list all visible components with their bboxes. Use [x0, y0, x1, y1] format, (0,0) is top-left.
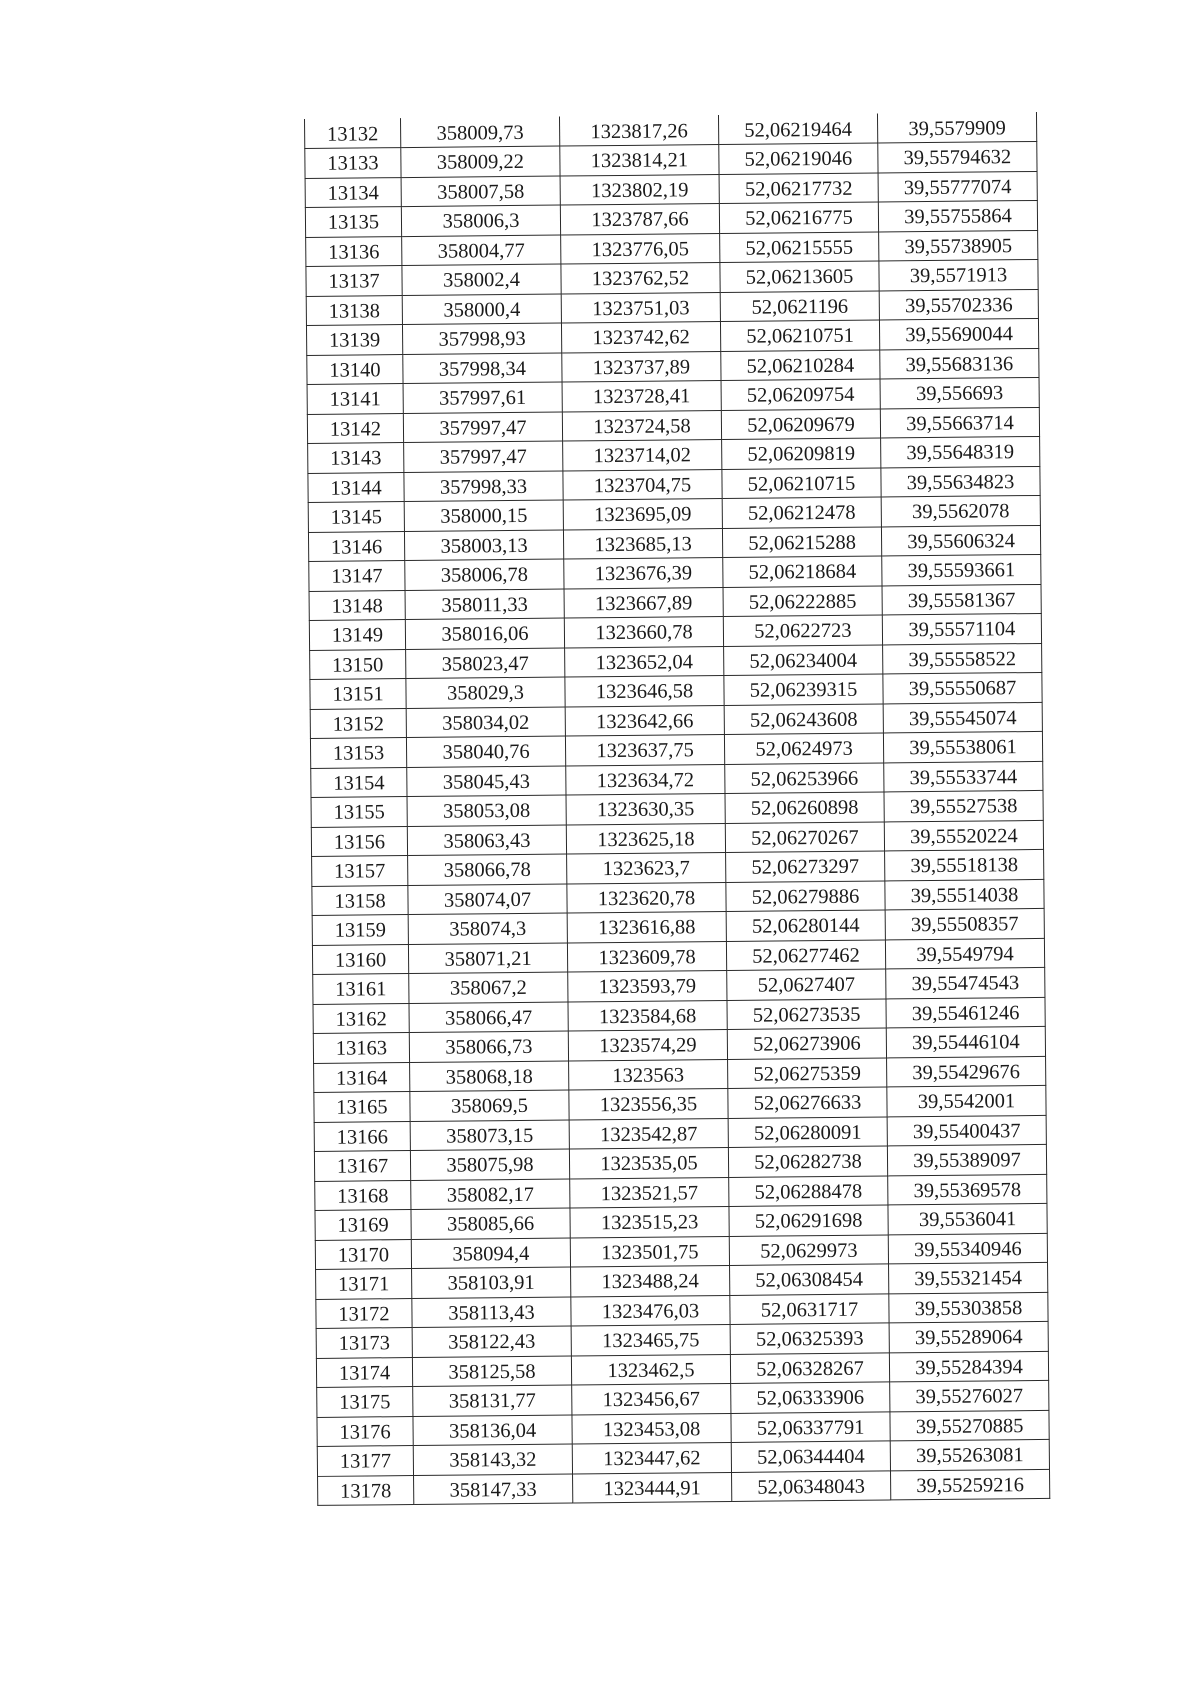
- point-number-cell: 13153: [310, 738, 406, 768]
- y-coordinate-cell: 1323542,87: [569, 1118, 728, 1149]
- x-coordinate-cell: 358074,3: [408, 913, 567, 944]
- longitude-cell: 39,55270885: [890, 1410, 1049, 1441]
- y-coordinate-cell: 1323593,79: [568, 970, 727, 1001]
- latitude-cell: 52,06270267: [725, 821, 884, 852]
- latitude-cell: 52,06328267: [730, 1352, 889, 1383]
- x-coordinate-cell: 358009,73: [400, 117, 559, 148]
- point-number-cell: 13166: [314, 1121, 410, 1151]
- point-number-cell: 13155: [311, 797, 407, 827]
- y-coordinate-cell: 1323737,89: [562, 351, 721, 382]
- latitude-cell: 52,06276633: [728, 1087, 887, 1118]
- longitude-cell: 39,55340946: [888, 1233, 1047, 1264]
- point-number-cell: 13170: [315, 1239, 411, 1269]
- point-number-cell: 13134: [305, 177, 401, 207]
- x-coordinate-cell: 358009,22: [401, 146, 560, 177]
- x-coordinate-cell: 358066,78: [408, 854, 567, 885]
- y-coordinate-cell: 1323714,02: [563, 440, 722, 471]
- y-coordinate-cell: 1323609,78: [567, 941, 726, 972]
- latitude-cell: 52,06215288: [722, 526, 881, 557]
- latitude-cell: 52,06279886: [726, 880, 885, 911]
- y-coordinate-cell: 1323476,03: [571, 1295, 730, 1326]
- latitude-cell: 52,06288478: [729, 1175, 888, 1206]
- x-coordinate-cell: 358131,77: [413, 1385, 572, 1416]
- longitude-cell: 39,55794632: [878, 141, 1037, 172]
- y-coordinate-cell: 1323751,03: [561, 292, 720, 323]
- latitude-cell: 52,06291698: [729, 1205, 888, 1236]
- longitude-cell: 39,55400437: [887, 1115, 1046, 1146]
- point-number-cell: 13144: [308, 472, 404, 502]
- latitude-cell: 52,06222885: [723, 585, 882, 616]
- point-number-cell: 13149: [309, 620, 405, 650]
- latitude-cell: 52,0622723: [723, 615, 882, 646]
- latitude-cell: 52,0621196: [720, 290, 879, 321]
- latitude-cell: 52,06219464: [718, 113, 877, 144]
- point-number-cell: 13151: [310, 679, 406, 709]
- table-row: [318, 1469, 1050, 1506]
- longitude-cell: 39,55429676: [887, 1056, 1046, 1087]
- longitude-cell: 39,5542001: [887, 1085, 1046, 1116]
- point-number-cell: 13175: [317, 1387, 413, 1417]
- point-number-cell: 13162: [313, 1003, 409, 1033]
- y-coordinate-cell: 1323563: [569, 1059, 728, 1090]
- longitude-cell: 39,55755864: [878, 200, 1037, 231]
- y-coordinate-cell: 1323465,75: [571, 1324, 730, 1355]
- longitude-cell: 39,55369578: [888, 1174, 1047, 1205]
- longitude-cell: 39,5549794: [885, 938, 1044, 969]
- latitude-cell: 52,06344404: [731, 1441, 890, 1472]
- x-coordinate-cell: 358103,91: [412, 1267, 571, 1298]
- x-coordinate-cell: 358068,18: [410, 1061, 569, 1092]
- longitude-cell: 39,55571104: [882, 613, 1041, 644]
- coordinates-table-body: [304, 112, 1049, 1505]
- y-coordinate-cell: 1323625,18: [566, 823, 725, 854]
- point-number-cell: 13141: [307, 384, 403, 414]
- point-number-cell: 13143: [308, 443, 404, 473]
- latitude-cell: 52,06219046: [719, 143, 878, 174]
- point-number-cell: 13163: [313, 1033, 409, 1063]
- point-number-cell: 13154: [311, 767, 407, 797]
- longitude-cell: 39,5562078: [881, 495, 1040, 526]
- y-coordinate-cell: 1323488,24: [571, 1265, 730, 1296]
- latitude-cell: 52,06210751: [720, 320, 879, 351]
- x-coordinate-cell: 358007,58: [401, 176, 560, 207]
- point-number-cell: 13157: [312, 856, 408, 886]
- latitude-cell: 52,0624973: [724, 733, 883, 764]
- latitude-cell: 52,06308454: [730, 1264, 889, 1295]
- latitude-cell: 52,06234004: [724, 644, 883, 675]
- y-coordinate-cell: 1323776,05: [561, 233, 720, 264]
- x-coordinate-cell: 358073,15: [410, 1120, 569, 1151]
- y-coordinate-cell: 1323685,13: [563, 528, 722, 559]
- y-coordinate-cell: 1323521,57: [570, 1177, 729, 1208]
- x-coordinate-cell: 358125,58: [412, 1355, 571, 1386]
- longitude-cell: 39,55545074: [883, 702, 1042, 733]
- longitude-cell: 39,55321454: [889, 1262, 1048, 1293]
- longitude-cell: 39,55303858: [889, 1292, 1048, 1323]
- longitude-cell: 39,55284394: [889, 1351, 1048, 1382]
- point-number-cell: 13167: [314, 1151, 410, 1181]
- point-number-cell: 13133: [305, 148, 401, 178]
- longitude-cell: 39,55263081: [890, 1439, 1049, 1470]
- latitude-cell: 52,06213605: [720, 261, 879, 292]
- longitude-cell: 39,55446104: [886, 1026, 1045, 1057]
- x-coordinate-cell: 358011,33: [405, 589, 564, 620]
- latitude-cell: 52,06282738: [728, 1146, 887, 1177]
- point-number-cell: 13168: [315, 1180, 411, 1210]
- latitude-cell: 52,06210284: [721, 349, 880, 380]
- y-coordinate-cell: 1323623,7: [567, 852, 726, 883]
- y-coordinate-cell: 1323634,72: [566, 764, 725, 795]
- x-coordinate-cell: 358045,43: [407, 766, 566, 797]
- longitude-cell: 39,55690044: [879, 318, 1038, 349]
- y-coordinate-cell: 1323456,67: [572, 1383, 731, 1414]
- x-coordinate-cell: 357998,34: [403, 353, 562, 384]
- y-coordinate-cell: 1323501,75: [570, 1236, 729, 1267]
- latitude-cell: 52,06217732: [719, 172, 878, 203]
- longitude-cell: 39,55777074: [878, 171, 1037, 202]
- point-number-cell: 13142: [307, 413, 403, 443]
- point-number-cell: 13178: [318, 1475, 414, 1505]
- latitude-cell: 52,0629973: [729, 1234, 888, 1265]
- point-number-cell: 13148: [309, 590, 405, 620]
- latitude-cell: 52,06280144: [726, 910, 885, 941]
- y-coordinate-cell: 1323630,35: [566, 793, 725, 824]
- x-coordinate-cell: 358082,17: [411, 1178, 570, 1209]
- point-number-cell: 13169: [315, 1210, 411, 1240]
- latitude-cell: 52,06209819: [722, 438, 881, 469]
- point-number-cell: 13140: [307, 354, 403, 384]
- latitude-cell: 52,06337791: [731, 1411, 890, 1442]
- latitude-cell: 52,0631717: [730, 1293, 889, 1324]
- y-coordinate-cell: 1323814,21: [560, 145, 719, 176]
- x-coordinate-cell: 358074,07: [408, 884, 567, 915]
- x-coordinate-cell: 358075,98: [410, 1149, 569, 1180]
- latitude-cell: 52,06348043: [732, 1470, 891, 1501]
- x-coordinate-cell: 358143,32: [413, 1444, 572, 1475]
- x-coordinate-cell: 358016,06: [405, 618, 564, 649]
- longitude-cell: 39,55606324: [881, 525, 1040, 556]
- point-number-cell: 13156: [311, 826, 407, 856]
- point-number-cell: 13145: [308, 502, 404, 532]
- latitude-cell: 52,06210715: [722, 467, 881, 498]
- x-coordinate-cell: 358034,02: [406, 707, 565, 738]
- longitude-cell: 39,55538061: [883, 731, 1042, 762]
- latitude-cell: 52,06209679: [721, 408, 880, 439]
- y-coordinate-cell: 1323620,78: [567, 882, 726, 913]
- y-coordinate-cell: 1323817,26: [559, 115, 718, 146]
- point-number-cell: 13138: [306, 295, 402, 325]
- longitude-cell: 39,55702336: [879, 289, 1038, 320]
- longitude-cell: 39,55514038: [885, 879, 1044, 910]
- longitude-cell: 39,55508357: [885, 908, 1044, 939]
- y-coordinate-cell: 1323515,23: [570, 1206, 729, 1237]
- y-coordinate-cell: 1323660,78: [564, 616, 723, 647]
- x-coordinate-cell: 358023,47: [406, 648, 565, 679]
- y-coordinate-cell: 1323462,5: [571, 1354, 730, 1385]
- y-coordinate-cell: 1323453,08: [572, 1413, 731, 1444]
- y-coordinate-cell: 1323616,88: [567, 911, 726, 942]
- point-number-cell: 13173: [316, 1328, 412, 1358]
- point-number-cell: 13160: [312, 944, 408, 974]
- latitude-cell: 52,06273906: [727, 1028, 886, 1059]
- y-coordinate-cell: 1323535,05: [569, 1147, 728, 1178]
- y-coordinate-cell: 1323652,04: [565, 646, 724, 677]
- point-number-cell: 13132: [304, 118, 400, 148]
- y-coordinate-cell: 1323742,62: [561, 322, 720, 353]
- latitude-cell: 52,0627407: [727, 969, 886, 1000]
- latitude-cell: 52,06239315: [724, 674, 883, 705]
- x-coordinate-cell: 358136,04: [413, 1414, 572, 1445]
- x-coordinate-cell: 358113,43: [412, 1296, 571, 1327]
- x-coordinate-cell: 358040,76: [406, 736, 565, 767]
- point-number-cell: 13171: [316, 1269, 412, 1299]
- y-coordinate-cell: 1323787,66: [560, 204, 719, 235]
- x-coordinate-cell: 357998,33: [404, 471, 563, 502]
- latitude-cell: 52,06333906: [731, 1382, 890, 1413]
- x-coordinate-cell: 358085,66: [411, 1208, 570, 1239]
- x-coordinate-cell: 358063,43: [407, 825, 566, 856]
- y-coordinate-cell: 1323642,66: [565, 705, 724, 736]
- x-coordinate-cell: 358069,5: [410, 1090, 569, 1121]
- y-coordinate-cell: 1323724,58: [562, 410, 721, 441]
- coordinates-table: [304, 112, 1050, 1506]
- longitude-cell: 39,55558522: [883, 643, 1042, 674]
- y-coordinate-cell: 1323762,52: [561, 263, 720, 294]
- x-coordinate-cell: 358004,77: [402, 235, 561, 266]
- x-coordinate-cell: 357997,61: [403, 382, 562, 413]
- point-number-cell: 13137: [306, 266, 402, 296]
- y-coordinate-cell: 1323584,68: [568, 1000, 727, 1031]
- y-coordinate-cell: 1323637,75: [565, 734, 724, 765]
- point-number-cell: 13150: [310, 649, 406, 679]
- x-coordinate-cell: 358000,4: [402, 294, 561, 325]
- point-number-cell: 13159: [312, 915, 408, 945]
- x-coordinate-cell: 358053,08: [407, 795, 566, 826]
- longitude-cell: 39,55581367: [882, 584, 1041, 615]
- longitude-cell: 39,55259216: [890, 1469, 1049, 1500]
- point-number-cell: 13158: [312, 885, 408, 915]
- x-coordinate-cell: 358122,43: [412, 1326, 571, 1357]
- longitude-cell: 39,55648319: [881, 436, 1040, 467]
- y-coordinate-cell: 1323667,89: [564, 587, 723, 618]
- latitude-cell: 52,06209754: [721, 379, 880, 410]
- latitude-cell: 52,06275359: [728, 1057, 887, 1088]
- y-coordinate-cell: 1323802,19: [560, 174, 719, 205]
- point-number-cell: 13161: [313, 974, 409, 1004]
- y-coordinate-cell: 1323444,91: [573, 1472, 732, 1503]
- point-number-cell: 13164: [314, 1062, 410, 1092]
- latitude-cell: 52,06273297: [726, 851, 885, 882]
- latitude-cell: 52,06273535: [727, 998, 886, 1029]
- y-coordinate-cell: 1323646,58: [565, 675, 724, 706]
- latitude-cell: 52,06212478: [722, 497, 881, 528]
- y-coordinate-cell: 1323447,62: [572, 1442, 731, 1473]
- y-coordinate-cell: 1323574,29: [568, 1029, 727, 1060]
- longitude-cell: 39,5579909: [877, 112, 1036, 143]
- point-number-cell: 13176: [317, 1416, 413, 1446]
- latitude-cell: 52,06253966: [725, 762, 884, 793]
- point-number-cell: 13136: [306, 236, 402, 266]
- y-coordinate-cell: 1323704,75: [563, 469, 722, 500]
- x-coordinate-cell: 358071,21: [408, 943, 567, 974]
- point-number-cell: 13146: [308, 531, 404, 561]
- x-coordinate-cell: 358147,33: [414, 1473, 573, 1504]
- point-number-cell: 13174: [316, 1357, 412, 1387]
- longitude-cell: 39,55461246: [886, 997, 1045, 1028]
- longitude-cell: 39,55634823: [881, 466, 1040, 497]
- y-coordinate-cell: 1323695,09: [563, 499, 722, 530]
- longitude-cell: 39,55474543: [886, 967, 1045, 998]
- x-coordinate-cell: 358066,73: [409, 1031, 568, 1062]
- y-coordinate-cell: 1323728,41: [562, 381, 721, 412]
- x-coordinate-cell: 358002,4: [402, 264, 561, 295]
- x-coordinate-cell: 358066,47: [409, 1002, 568, 1033]
- latitude-cell: 52,06260898: [725, 792, 884, 823]
- x-coordinate-cell: 357998,93: [402, 323, 561, 354]
- point-number-cell: 13147: [309, 561, 405, 591]
- longitude-cell: 39,55593661: [882, 554, 1041, 585]
- longitude-cell: 39,55663714: [880, 407, 1039, 438]
- longitude-cell: 39,556693: [880, 377, 1039, 408]
- latitude-cell: 52,06325393: [730, 1323, 889, 1354]
- point-number-cell: 13165: [314, 1092, 410, 1122]
- x-coordinate-cell: 357997,47: [403, 412, 562, 443]
- x-coordinate-cell: 358067,2: [409, 972, 568, 1003]
- x-coordinate-cell: 358094,4: [411, 1237, 570, 1268]
- point-number-cell: 13152: [310, 708, 406, 738]
- longitude-cell: 39,55389097: [887, 1144, 1046, 1175]
- x-coordinate-cell: 358003,13: [404, 530, 563, 561]
- latitude-cell: 52,06215555: [720, 231, 879, 262]
- longitude-cell: 39,55738905: [879, 230, 1038, 261]
- longitude-cell: 39,55276027: [890, 1380, 1049, 1411]
- point-number-cell: 13177: [317, 1446, 413, 1476]
- x-coordinate-cell: 357997,47: [404, 441, 563, 472]
- latitude-cell: 52,06243608: [724, 703, 883, 734]
- longitude-cell: 39,55683136: [880, 348, 1039, 379]
- point-number-cell: 13135: [305, 207, 401, 237]
- x-coordinate-cell: 358029,3: [406, 677, 565, 708]
- longitude-cell: 39,55520224: [884, 820, 1043, 851]
- latitude-cell: 52,06218684: [723, 556, 882, 587]
- point-number-cell: 13139: [306, 325, 402, 355]
- y-coordinate-cell: 1323556,35: [569, 1088, 728, 1119]
- longitude-cell: 39,55550687: [883, 672, 1042, 703]
- longitude-cell: 39,5536041: [888, 1203, 1047, 1234]
- x-coordinate-cell: 358006,3: [401, 205, 560, 236]
- longitude-cell: 39,55527538: [884, 790, 1043, 821]
- longitude-cell: 39,5571913: [879, 259, 1038, 290]
- longitude-cell: 39,55518138: [885, 849, 1044, 880]
- point-number-cell: 13172: [316, 1298, 412, 1328]
- longitude-cell: 39,55533744: [884, 761, 1043, 792]
- y-coordinate-cell: 1323676,39: [564, 558, 723, 589]
- x-coordinate-cell: 358000,15: [404, 500, 563, 531]
- latitude-cell: 52,06216775: [719, 202, 878, 233]
- latitude-cell: 52,06277462: [726, 939, 885, 970]
- x-coordinate-cell: 358006,78: [405, 559, 564, 590]
- latitude-cell: 52,06280091: [728, 1116, 887, 1147]
- longitude-cell: 39,55289064: [889, 1321, 1048, 1352]
